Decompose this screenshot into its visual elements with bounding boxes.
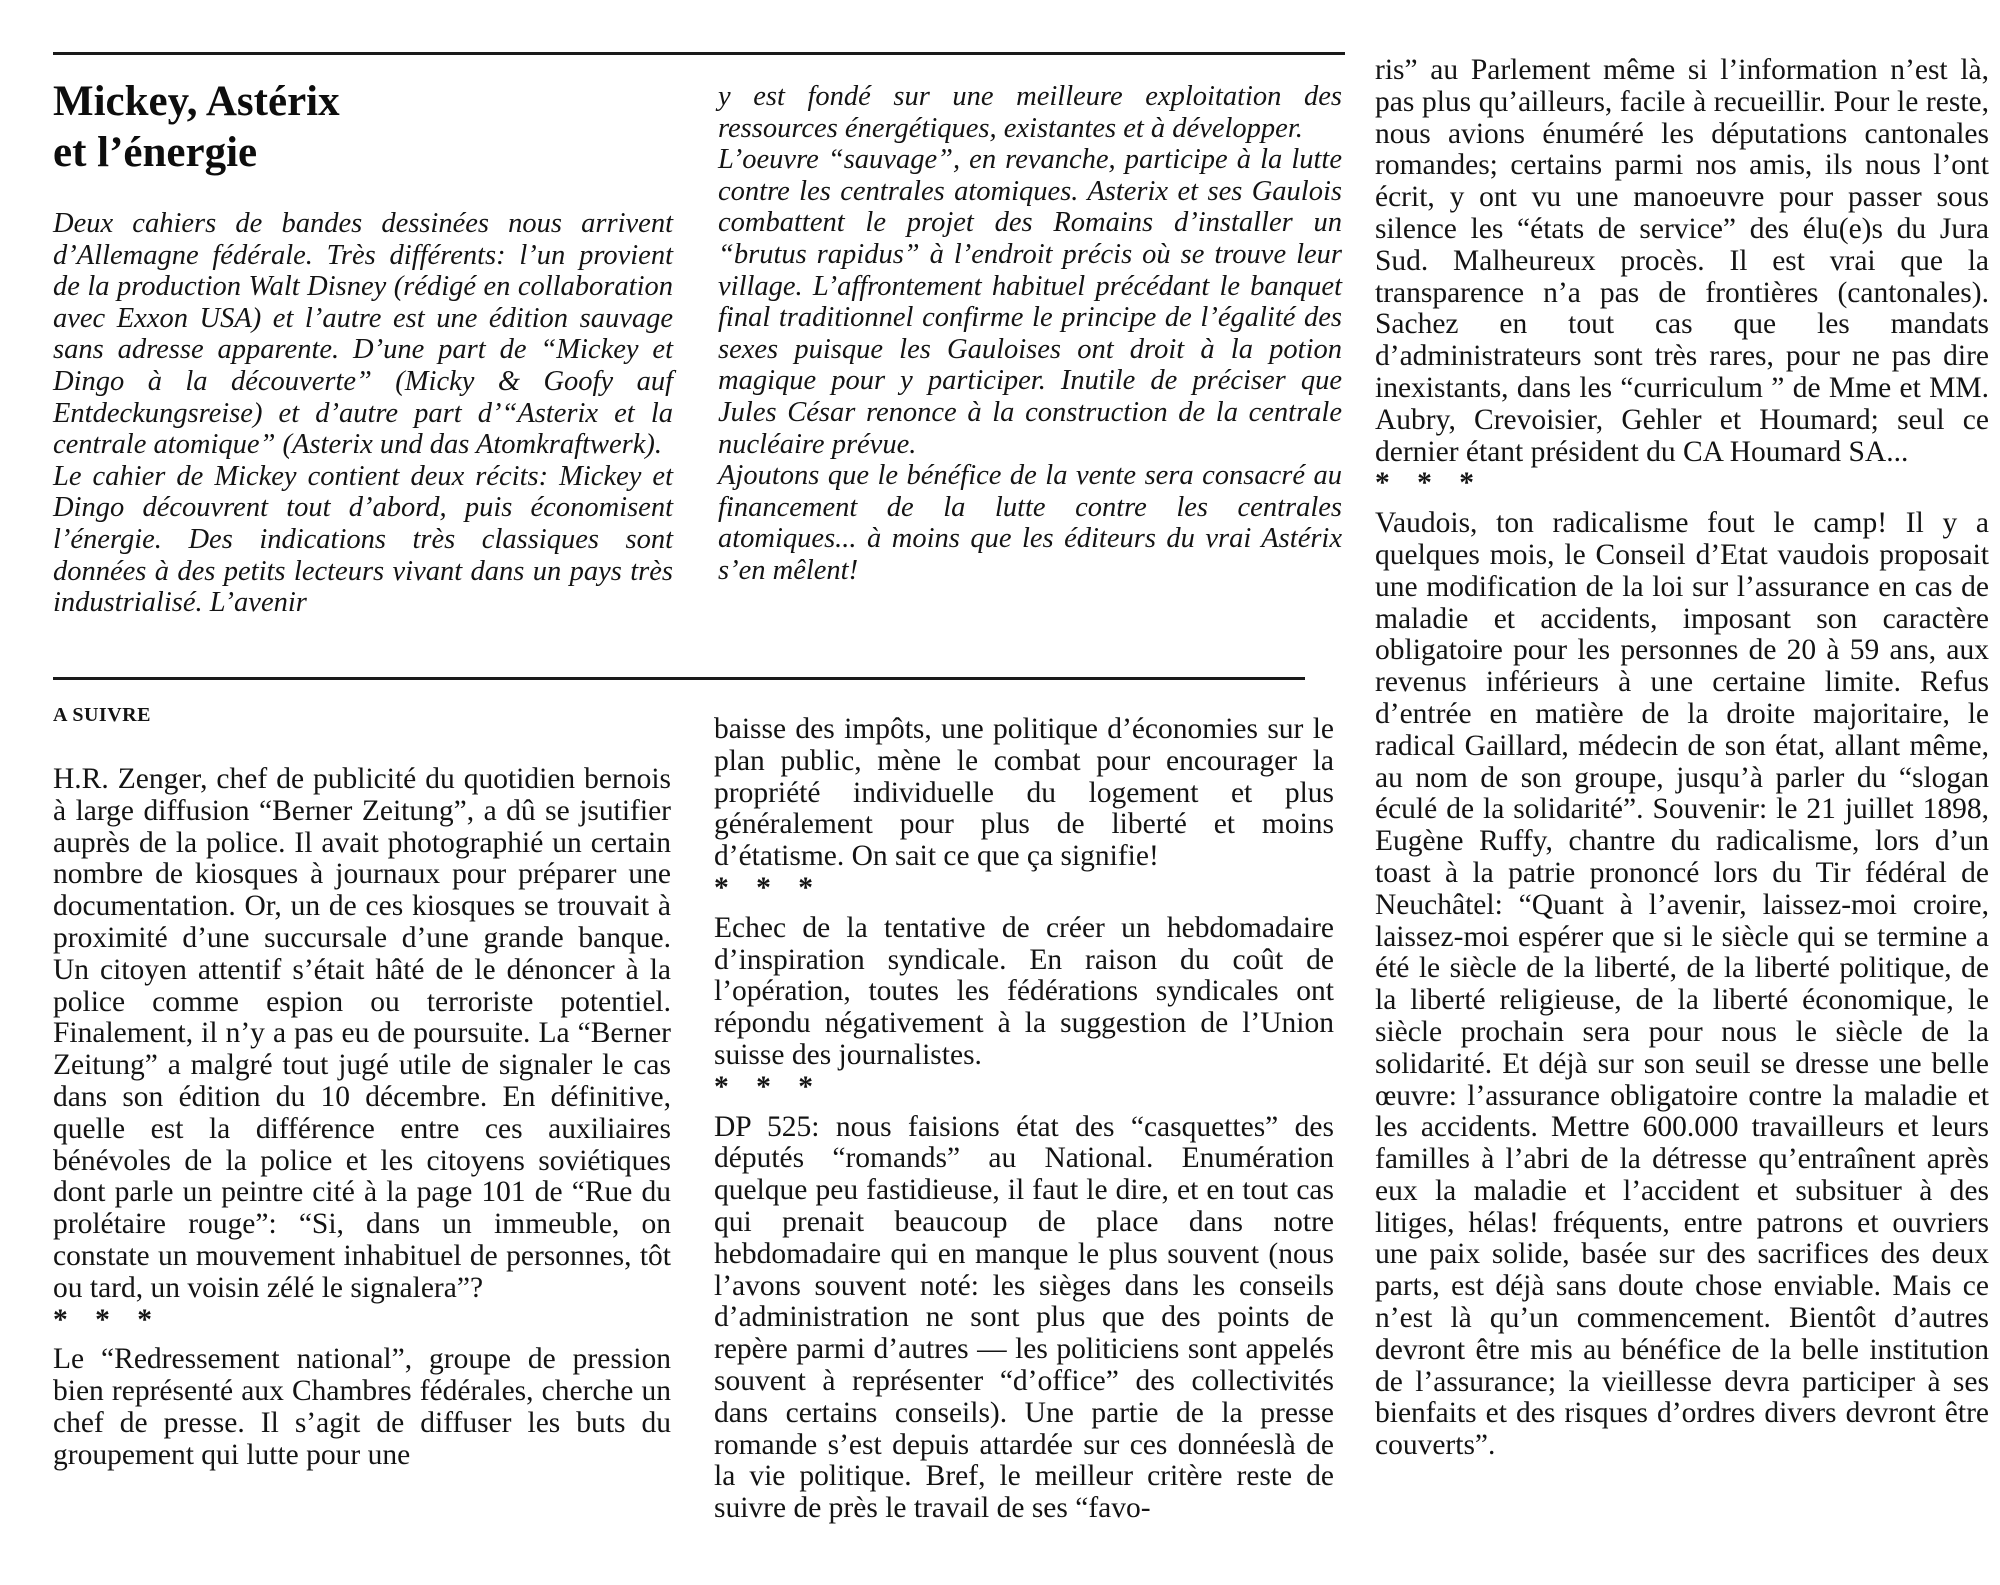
separator-stars: * * * [714,1070,823,1103]
separator-stars: * * * [1375,467,1484,500]
suivre-column-3 [1375,55,1989,1462]
news-item: baisse des impôts, une politique d’économies sur le plan public, mène le combat pour encourager la propriété individuelle du logement et plus généralement pour plus de liberté et moins d’étatisme. On sait ce que ça signifie! [714,713,1334,873]
article-paragraph: y est fondé sur une meilleure exploitation des ressources énergétiques, existantes et à développer. [718,81,1342,144]
separator-stars: * * * [714,871,823,904]
article-paragraph: L’oeuvre “sauvage”, en revanche, participe à la lutte contre les centrales atomiques. Asterix et ses Gaulois combattent le projet des Romains d’installer un “brutus rapidus” à l’endroit précis où se trouve leur village. L’affrontement habituel précédant le banquet final traditionnel confirme le principe de l’égalité des sexes puisque les Gauloises ont droit à la potion magique pour y participer. Inutile de préciser que Jules César renonce à la construction de la centrale nucléaire prévue. [718,144,1342,460]
article-title-line-2: et l’énergie [53,129,258,176]
section-label: A SUIVRE [53,704,151,726]
suivre-column-1 [53,764,671,1472]
article-title-line-1: Mickey, Astérix [53,78,340,125]
top-rule [53,52,1345,55]
article-paragraph: Deux cahiers de bandes dessinées nous arrivent d’Allemagne fédérale. Très différents: l’un provient de la production Walt Disney (rédigé en collaboration avec Exxon USA) et l’autre est une édition sauvage sans adresse apparente. D’une part de “Mickey et Dingo à la découverte” (Micky & Goofy auf Entdeckungsreise) et d’autre part d’“Asterix et la centrale atomique” (Asterix und das Atomkraftwerk). [53,208,673,461]
news-item: Le “Redressement national”, groupe de pression bien représenté aux Chambres fédérales, cherche un chef de presse. Il s’agit de diffuser les buts du groupement qui lutte pour une [53,1343,671,1471]
article-column-2 [718,81,1342,587]
news-item: Echec de la tentative de créer un hebdomadaire d’inspiration syndicale. En raison du coût de l’opération, toutes les fédérations syndicales ont répondu négativement à la suggestion de l’Union suisse des journalistes. [714,911,1334,1071]
suivre-column-2 [714,714,1334,1525]
article-paragraph: Ajoutons que le bénéfice de la vente sera consacré au financement de la lutte contre les centrales atomiques... à moins que les éditeurs du vrai Astérix s’en mêlent! [718,460,1342,586]
article-paragraph: Le cahier de Mickey contient deux récits: Mickey et Dingo découvrent tout d’abord, puis économisent l’énergie. Des indications très classiques sont données à des petits lecteurs vivant dans un pays très industrialisé. L’avenir [53,460,673,619]
news-item: Vaudois, ton radicalisme fout le camp! Il y a quelques mois, le Conseil d’Etat vaudois proposait une modification de la loi sur l’assurance en cas de maladie et accidents, imposant son caractère obligatoire pour les personnes de 20 à 59 ans, aux revenus inférieurs à une certaine limite. Refus d’entrée en matière de la droite majoritaire, le radical Gaillard, médecin de son état, allant même, au nom de son groupe, jusqu’à parler du “slogan éculé de la solidarité”. Souvenir: le 21 juillet 1898, Eugène Ruffy, chantre du radicalisme, lors d’un toast à la patrie prononcé lors du Tir fédéral de Neuchâtel: “Quant à l’avenir, laissez-moi croire, laissez-moi espérer que si le siècle qui se termine a été le siècle de la liberté, de la liberté politique, de la liberté religieuse, de la liberté économique, le siècle prochain sera pour nous le siècle de la solidarité. Et déjà sur son seuil se dresse une belle œuvre: l’assurance obligatoire contre la maladie et les accidents. Mettre 600.000 travailleurs et leurs familles à l’abri de la détresse qu’entraînent après eux la maladie et l’accident et subsituer à des litiges, hélas! fréquents, entre patrons et ouvriers une paix solide, basée sur des sacrifices des deux parts, est déjà sans doute chose enviable. Mais ce n’est là qu’un commencement. Bientôt d’autres devront être mis au bénéfice de la belle institution de l’assurance; la vieillesse devra participer à ses bienfaits et des risques d’ordres divers devront être couverts”. [1375,507,1989,1462]
middle-rule [53,677,1305,680]
news-item: ris” au Parlement même si l’information n’est là, pas plus qu’ailleurs, facile à recueillir. Pour le reste, nous avions énuméré les députations cantonales romandes; certains parmi nos amis, ils nous l’ont écrit, y ont vu une manoeuvre pour passer sous silence les “états de service” des élu(e)s du Jura Sud. Malheureux procès. Il est vrai que la transparence n’a pas de frontières (cantonales). Sachez en tout cas que les mandats d’administrateurs sont très rares, pour ne pas dire inexistants, dans les “curriculum ” de Mme et MM. Aubry, Crevoisier, Gehler et Houmard; seul ce dernier étant président du CA Houmard SA... [1375,54,1989,468]
article-title [53,76,653,178]
news-item: DP 525: nous faisions état des “casquettes” des députés “romands” au National. Enumération quelque peu fastidieuse, il faut le dire, et en tout cas qui prenait beaucoup de place dans notre hebdomadaire qui en manque le plus souvent (nous l’avons souvent noté: les sièges dans les conseils d’administration ne sont plus que des points de repère parmi d’autres — les politiciens sont appelés souvent à représenter “d’office” des collectivités dans certains conseils). Une partie de la presse romande s’est depuis attardée sur ces donnéeslà de la vie politique. Bref, le meilleur critère reste de suivre de près le travail de ses “favo- [714,1110,1334,1525]
separator-stars: * * * [53,1303,162,1336]
news-item: H.R. Zenger, chef de publicité du quotidien bernois à large diffusion “Berner Zeitung”, a dû se jsutifier auprès de la police. Il avait photographié un certain nombre de kiosques à journaux pour préparer une documentation. Or, un de ces kiosques se trouvait à proximité d’une succursale d’une grande banque. Un citoyen attentif s’était hâté de le dénoncer à la police comme espion ou terroriste potentiel. Finalement, il n’y a pas eu de poursuite. La “Berner Zeitung” a malgré tout jugé utile de signaler le cas dans son édition du 10 décembre. En définitive, quelle est la différence entre ces auxiliaires bénévoles de la police et les citoyens soviétiques dont parle un peintre cité à la page 101 de “Rue du prolétaire rouge”: “Si, dans un immeuble, on constate un mouvement inhabituel de personnes, tôt ou tard, un voisin zélé le signalera”? [53,763,671,1304]
article-column-1 [53,208,673,619]
